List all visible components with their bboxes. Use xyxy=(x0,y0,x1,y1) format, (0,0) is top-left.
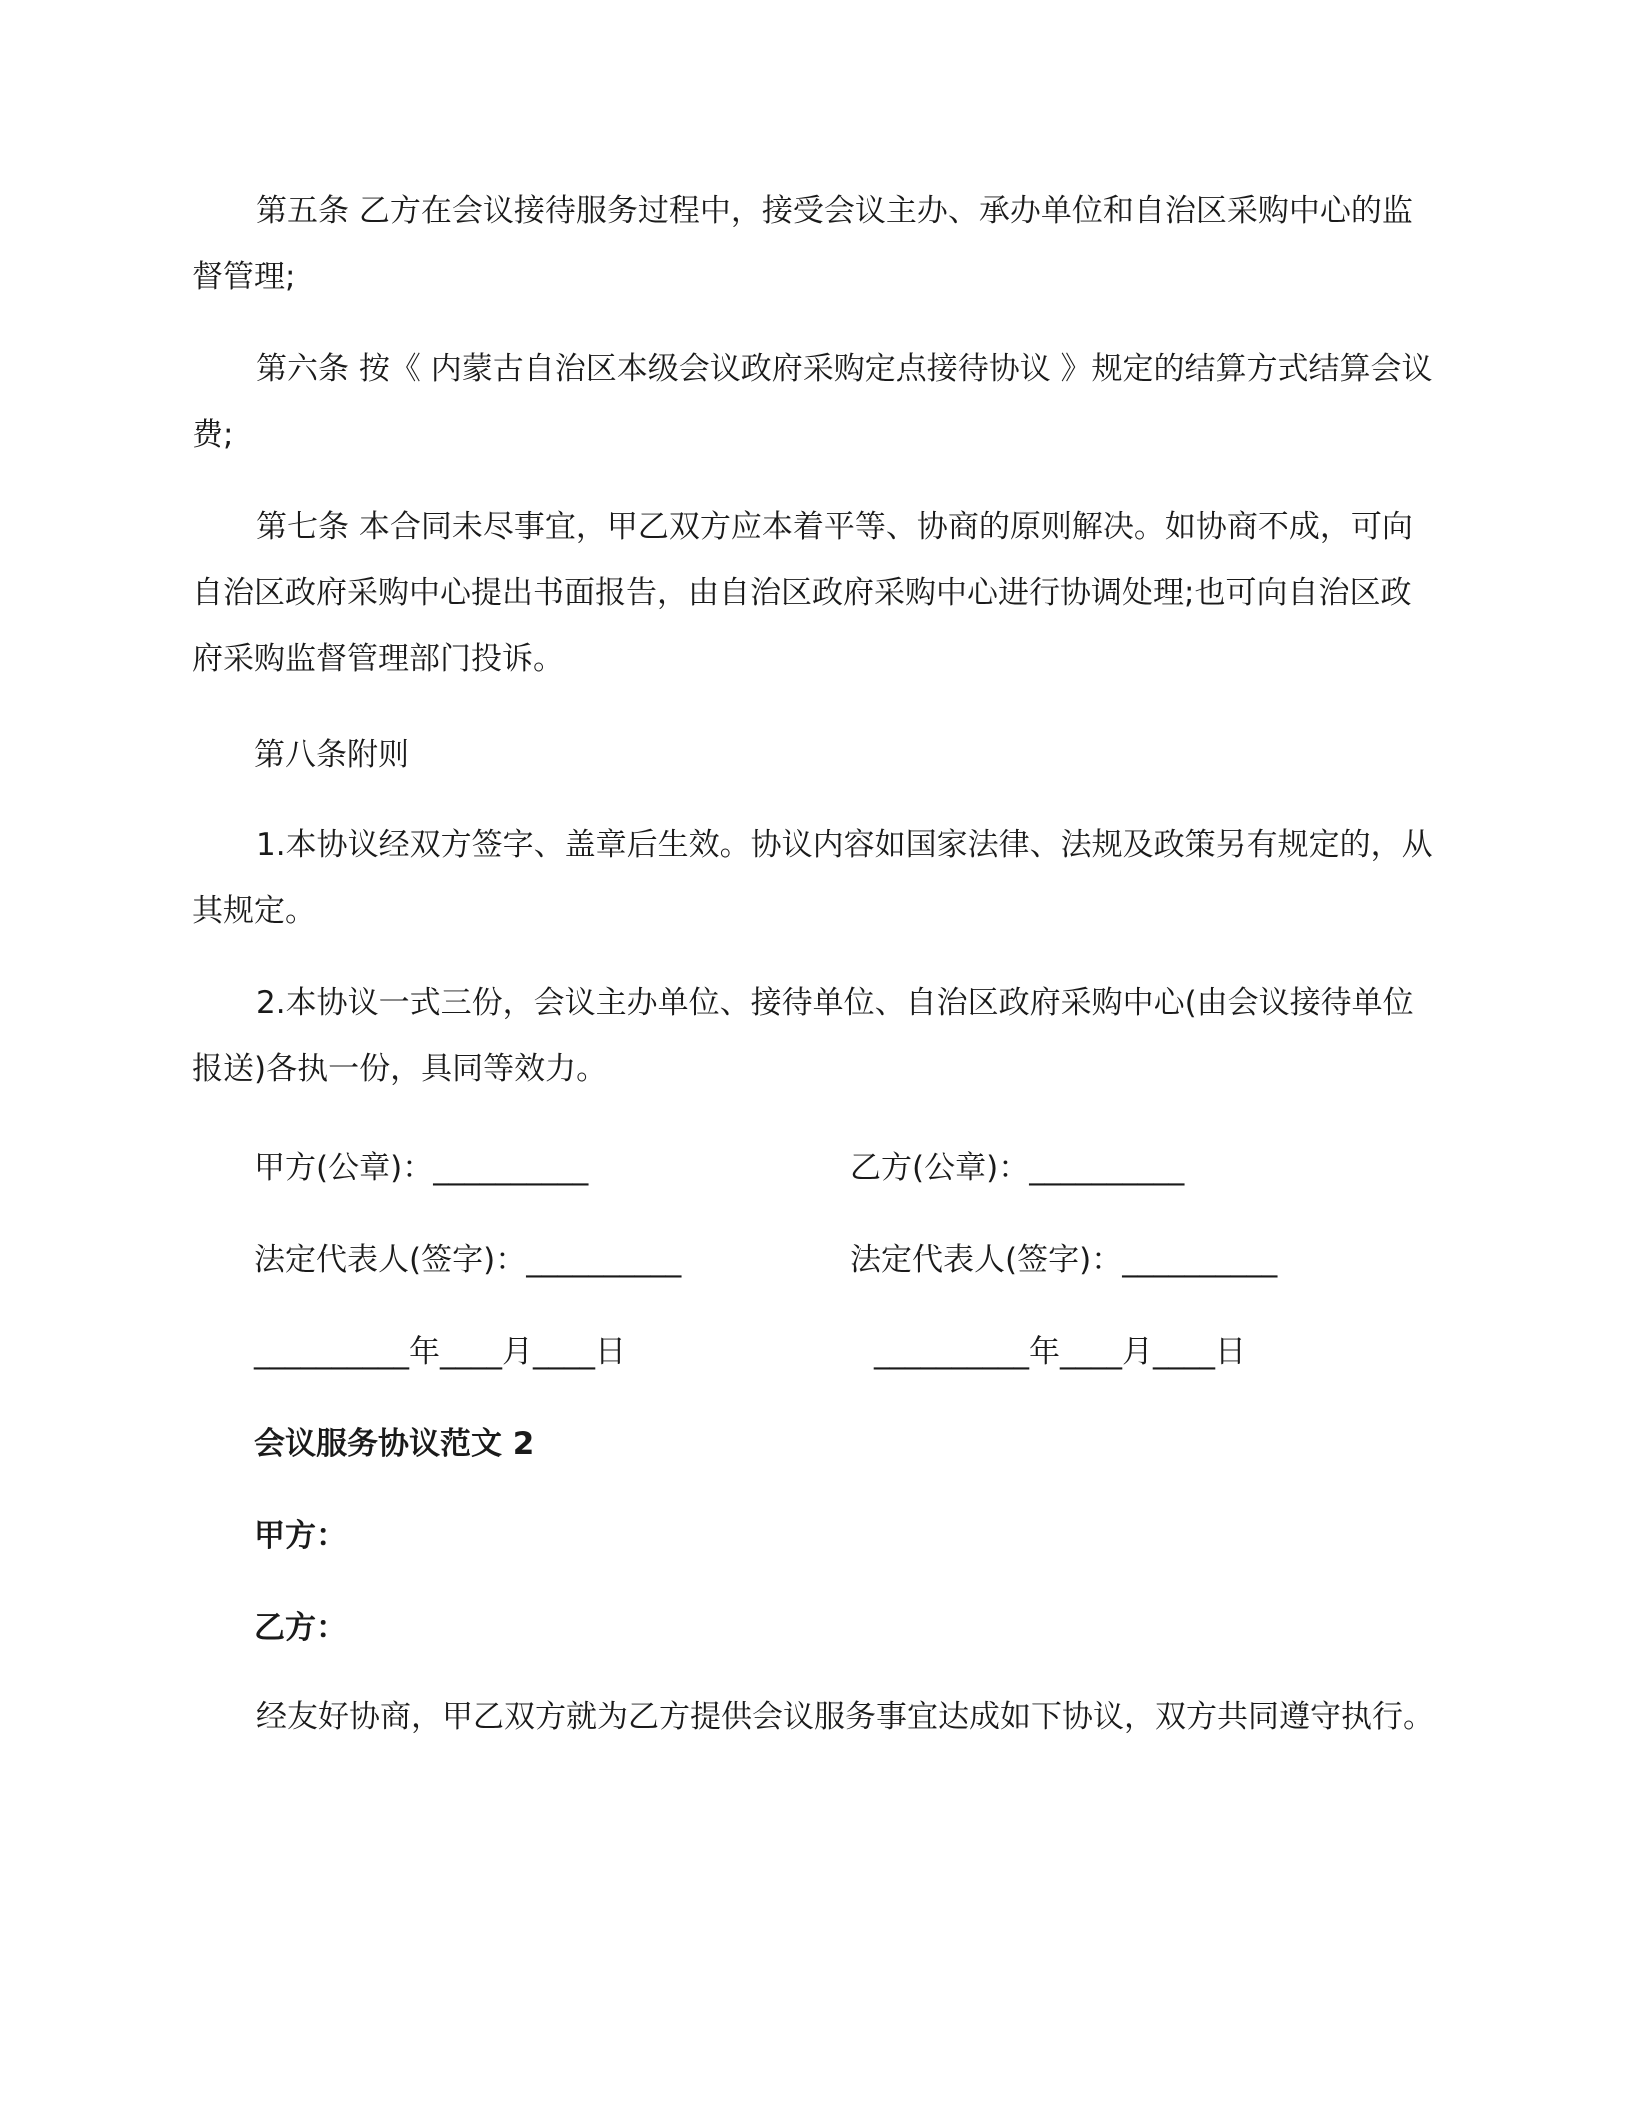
party-a-seal-line: 甲方(公章)：__________ xyxy=(254,1150,589,1186)
clause-2-paragraph: 2.本协议一式三份，会议主办单位、接待单位、自治区政府采购中心(由会议接待单位报送)各执一份，具同等效力。 xyxy=(192,985,1414,1087)
party-a-date-line: __________年____月____日 xyxy=(254,1334,626,1370)
party-b-seal-line: 乙方(公章)：__________ xyxy=(850,1150,1185,1186)
article-7-paragraph: 第七条 本合同未尽事宜，甲乙双方应本着平等、协商的原则解决。如协商不成，可向自治区政府采购中心提出书面报告，由自治区政府采购中心进行协调处理;也可向自治区政府采购监督管理部门投诉。 xyxy=(192,509,1413,677)
article-6-paragraph: 第六条 按《 内蒙古自治区本级会议政府采购定点接待协议 》规定的结算方式结算会议费; xyxy=(192,351,1433,453)
section-2-heading: 会议服务协议范文 2 xyxy=(254,1426,535,1462)
party-a-representative-line: 法定代表人(签字)：__________ xyxy=(254,1242,682,1278)
party-a-label: 甲方： xyxy=(254,1518,347,1554)
article-5-paragraph: 第五条 乙方在会议接待服务过程中，接受会议主办、承办单位和自治区采购中心的监督管理; xyxy=(192,193,1413,295)
article-8-title: 第八条附则 xyxy=(254,737,409,773)
agreement-intro-paragraph: 经友好协商，甲乙双方就为乙方提供会议服务事宜达成如下协议，双方共同遵守执行。 xyxy=(256,1699,1434,1735)
party-b-date-line: __________年____月____日 xyxy=(874,1334,1246,1370)
party-b-label: 乙方： xyxy=(254,1610,347,1646)
clause-1-paragraph: 1.本协议经双方签字、盖章后生效。协议内容如国家法律、法规及政策另有规定的，从其规定。 xyxy=(192,827,1433,929)
party-b-representative-line: 法定代表人(签字)：__________ xyxy=(850,1242,1278,1278)
